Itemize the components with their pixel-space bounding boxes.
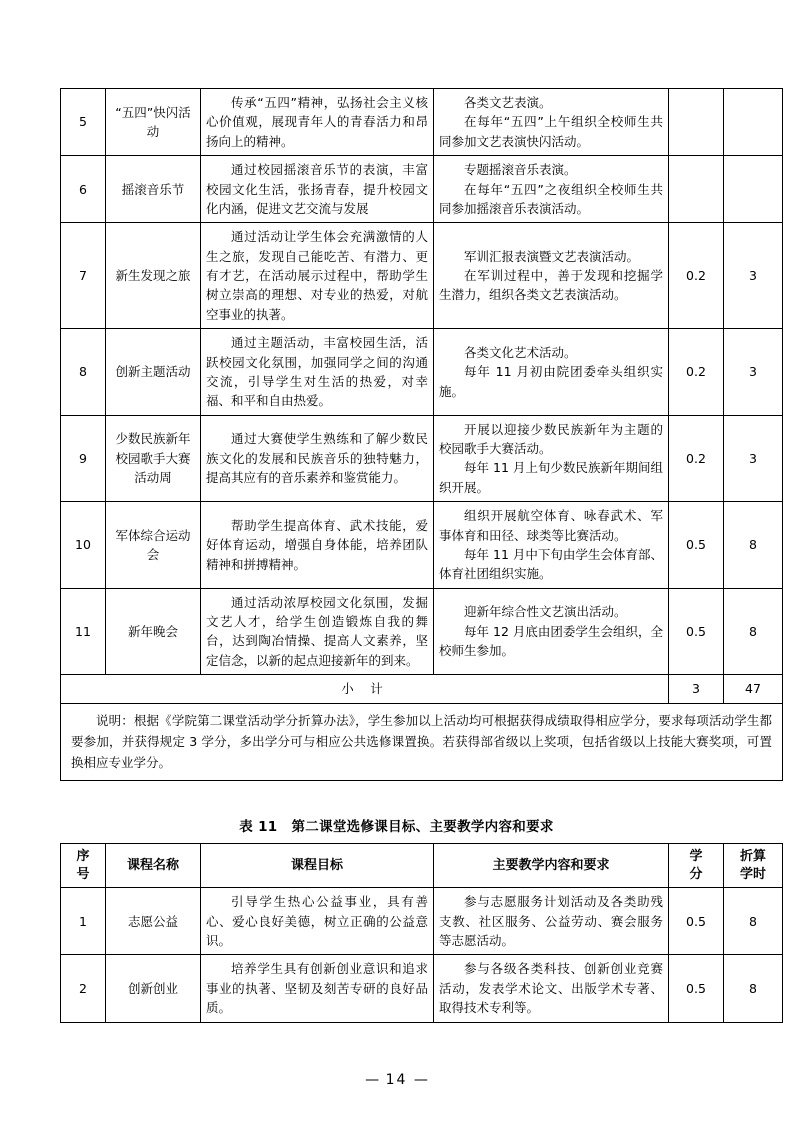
content-line: 每年 12 月底由团委学生会组织，全校师生参加。 — [439, 623, 663, 659]
credit-value — [669, 89, 724, 156]
credit-value: 0.2 — [669, 415, 724, 502]
row-index: 5 — [61, 89, 106, 156]
page-footer — [0, 1072, 793, 1088]
header-credit-line2: 分 — [689, 866, 703, 882]
table-11-elective-courses — [60, 843, 783, 1022]
table-11-caption-number: 表 11 — [239, 819, 278, 836]
hours-value — [724, 89, 783, 156]
row-index: 8 — [61, 329, 106, 416]
table-note-row — [61, 703, 783, 781]
content-line: 在军训过程中，善于发现和挖掘学生潜力，组织各类文艺表演活动。 — [439, 268, 663, 303]
content-line: 组织开展航空体育、咏春武术、军事体育和田径、球类等比赛活动。 — [439, 508, 663, 543]
hours-value — [724, 156, 783, 223]
subtotal-credit: 3 — [669, 675, 724, 703]
activity-name: 创新主题活动 — [106, 329, 201, 416]
subtotal-label: 小 计 — [61, 675, 669, 703]
activity-goal: 通过活动浓厚校园文化氛围，发掘文艺人才，给学生创造锻炼自我的舞台，达到陶冶情操、提高人文素养，坚定信念，以新的起点迎接新年的到来。 — [201, 588, 434, 675]
table-row — [61, 223, 783, 329]
table-note — [61, 703, 783, 781]
content-line: 军训汇报表演暨文艺表演活动。 — [464, 248, 640, 264]
credit-value: 0.2 — [669, 223, 724, 329]
table-10-body — [61, 89, 783, 781]
content-line: 各类文化艺术活动。 — [464, 344, 577, 360]
row-index: 2 — [61, 955, 106, 1022]
activity-goal: 帮助学生提高体育、武术技能，爱好体育运动，增强自身体能，培养团队精神和拼搏精神。 — [201, 502, 434, 589]
header-credit-line1: 学 — [689, 849, 703, 865]
course-name: 志愿公益 — [106, 888, 201, 955]
activity-name: “五四”快闪活动 — [106, 89, 201, 156]
activity-content — [434, 588, 669, 675]
table-row — [61, 415, 783, 502]
row-index: 11 — [61, 588, 106, 675]
activity-goal: 通过主题活动，丰富校园生活，活跃校园文化氛围，加强同学之间的沟通交流，引导学生对生活的热爱，对幸福、和平和自由热爱。 — [201, 329, 434, 416]
table-row — [61, 588, 783, 675]
header-credit — [669, 844, 724, 888]
activity-goal: 通过大赛使学生熟练和了解少数民族文化的发展和民族音乐的独特魅力，提高其应有的音乐素养和鉴赏能力。 — [201, 415, 434, 502]
content-line: 开展以迎接少数民族新年为主题的校园歌手大赛活动。 — [439, 421, 663, 456]
header-index-line2: 号 — [76, 866, 90, 882]
table-row — [61, 156, 783, 223]
table-row — [61, 888, 783, 955]
activity-content — [434, 415, 669, 502]
content-line: 各类文艺表演。 — [464, 95, 552, 110]
table-10-activities — [60, 88, 783, 781]
subtotal-hours: 47 — [724, 675, 783, 703]
hours-value: 3 — [724, 329, 783, 416]
course-content: 参与志愿服务计划活动及各类助残支教、社区服务、公益劳动、赛会服务等志愿活动。 — [434, 888, 669, 955]
header-hours-line2: 学时 — [739, 866, 766, 882]
hours-value: 3 — [724, 415, 783, 502]
activity-name: 少数民族新年校园歌手大赛活动周 — [106, 415, 201, 502]
subtotal-row — [61, 675, 783, 703]
content-line: 每年 11 月初由院团委牵头组织实施。 — [439, 364, 663, 399]
footer-dash-right: — — [413, 1072, 428, 1088]
row-index: 10 — [61, 502, 106, 589]
course-name: 创新创业 — [106, 955, 201, 1022]
table-11-header-row — [61, 844, 783, 888]
header-hours — [724, 844, 783, 888]
credit-value: 0.5 — [669, 588, 724, 675]
row-index: 7 — [61, 223, 106, 329]
table-note-text: 说明：根据《学院第二课堂活动学分折算办法》，学生参加以上活动均可根据获得成绩取得相应学分，要求每项活动学生都要参加，并获得规定 3 学分，多出学分可与相应公共选修课置换。若获得部省级以上奖项，包括省级以上技能大赛奖项，可置换相应专业学分。 — [71, 712, 772, 770]
row-index: 1 — [61, 888, 106, 955]
activity-goal: 通过活动让学生体会充满激情的人生之旅，发现自己能吃苦、有潜力、更有才艺，在活动展示过程中，帮助学生树立崇高的理想、对专业的热爱，对航空事业的执著。 — [201, 223, 434, 329]
table-row — [61, 89, 783, 156]
table-row — [61, 502, 783, 589]
table-11-body — [61, 844, 783, 1022]
course-goal: 培养学生具有创新创业意识和追求事业的执著、坚韧及刻苦专研的良好品质。 — [201, 955, 434, 1022]
activity-content — [434, 502, 669, 589]
table-11-caption-text: 第二课堂选修课目标、主要教学内容和要求 — [291, 819, 554, 836]
activity-content — [434, 156, 669, 223]
table-row — [61, 329, 783, 416]
table-row — [61, 955, 783, 1022]
content-line: 在每年“五四”之夜组织全校师生共同参加摇滚音乐表演活动。 — [439, 181, 663, 216]
activity-content — [434, 329, 669, 416]
header-index — [61, 844, 106, 888]
course-content: 参与各级各类科技、创新创业竞赛活动，发表学术论文、出版学术专著、取得技术专利等。 — [434, 955, 669, 1022]
credit-value: 0.5 — [669, 502, 724, 589]
hours-value: 8 — [724, 955, 783, 1022]
content-line: 在每年“五四”上午组织全校师生共同参加文艺表演快闪活动。 — [439, 114, 663, 149]
hours-value: 8 — [724, 888, 783, 955]
activity-name: 军体综合运动会 — [106, 502, 201, 589]
credit-value — [669, 156, 724, 223]
footer-dash-left: — — [365, 1072, 380, 1088]
header-course-content: 主要教学内容和要求 — [434, 844, 669, 888]
header-index-line1: 序 — [76, 849, 90, 865]
table-11-caption — [60, 815, 733, 835]
activity-goal: 传承“五四”精神，弘扬社会主义核心价值观，展现青年人的青春活力和昂扬向上的精神。 — [201, 89, 434, 156]
activity-name: 新生发现之旅 — [106, 223, 201, 329]
course-goal: 引导学生热心公益事业，具有善心、爱心良好美德，树立正确的公益意识。 — [201, 888, 434, 955]
page-number: 14 — [385, 1072, 408, 1088]
row-index: 9 — [61, 415, 106, 502]
hours-value: 8 — [724, 502, 783, 589]
activity-name: 摇滚音乐节 — [106, 156, 201, 223]
content-line: 专题摇滚音乐表演。 — [464, 162, 577, 178]
hours-value: 8 — [724, 588, 783, 675]
header-course-name: 课程名称 — [106, 844, 201, 888]
credit-value: 0.5 — [669, 888, 724, 955]
header-hours-line1: 折算 — [739, 849, 766, 865]
content-line: 迎新年综合性文艺演出活动。 — [464, 604, 627, 620]
content-line: 每年 11 月中下旬由学生会体育部、体育社团组织实施。 — [439, 546, 663, 582]
activity-name: 新年晚会 — [106, 588, 201, 675]
row-index: 6 — [61, 156, 106, 223]
activity-content — [434, 89, 669, 156]
activity-content — [434, 223, 669, 329]
activity-goal: 通过校园摇滚音乐节的表演，丰富校园文化生活，张扬青春，提升校园文化内涵，促进文艺交流与发展 — [201, 156, 434, 223]
hours-value: 3 — [724, 223, 783, 329]
credit-value: 0.2 — [669, 329, 724, 416]
credit-value: 0.5 — [669, 955, 724, 1022]
content-line: 每年 11 月上旬少数民族新年期间组织开展。 — [439, 460, 663, 495]
header-course-goal: 课程目标 — [201, 844, 434, 888]
